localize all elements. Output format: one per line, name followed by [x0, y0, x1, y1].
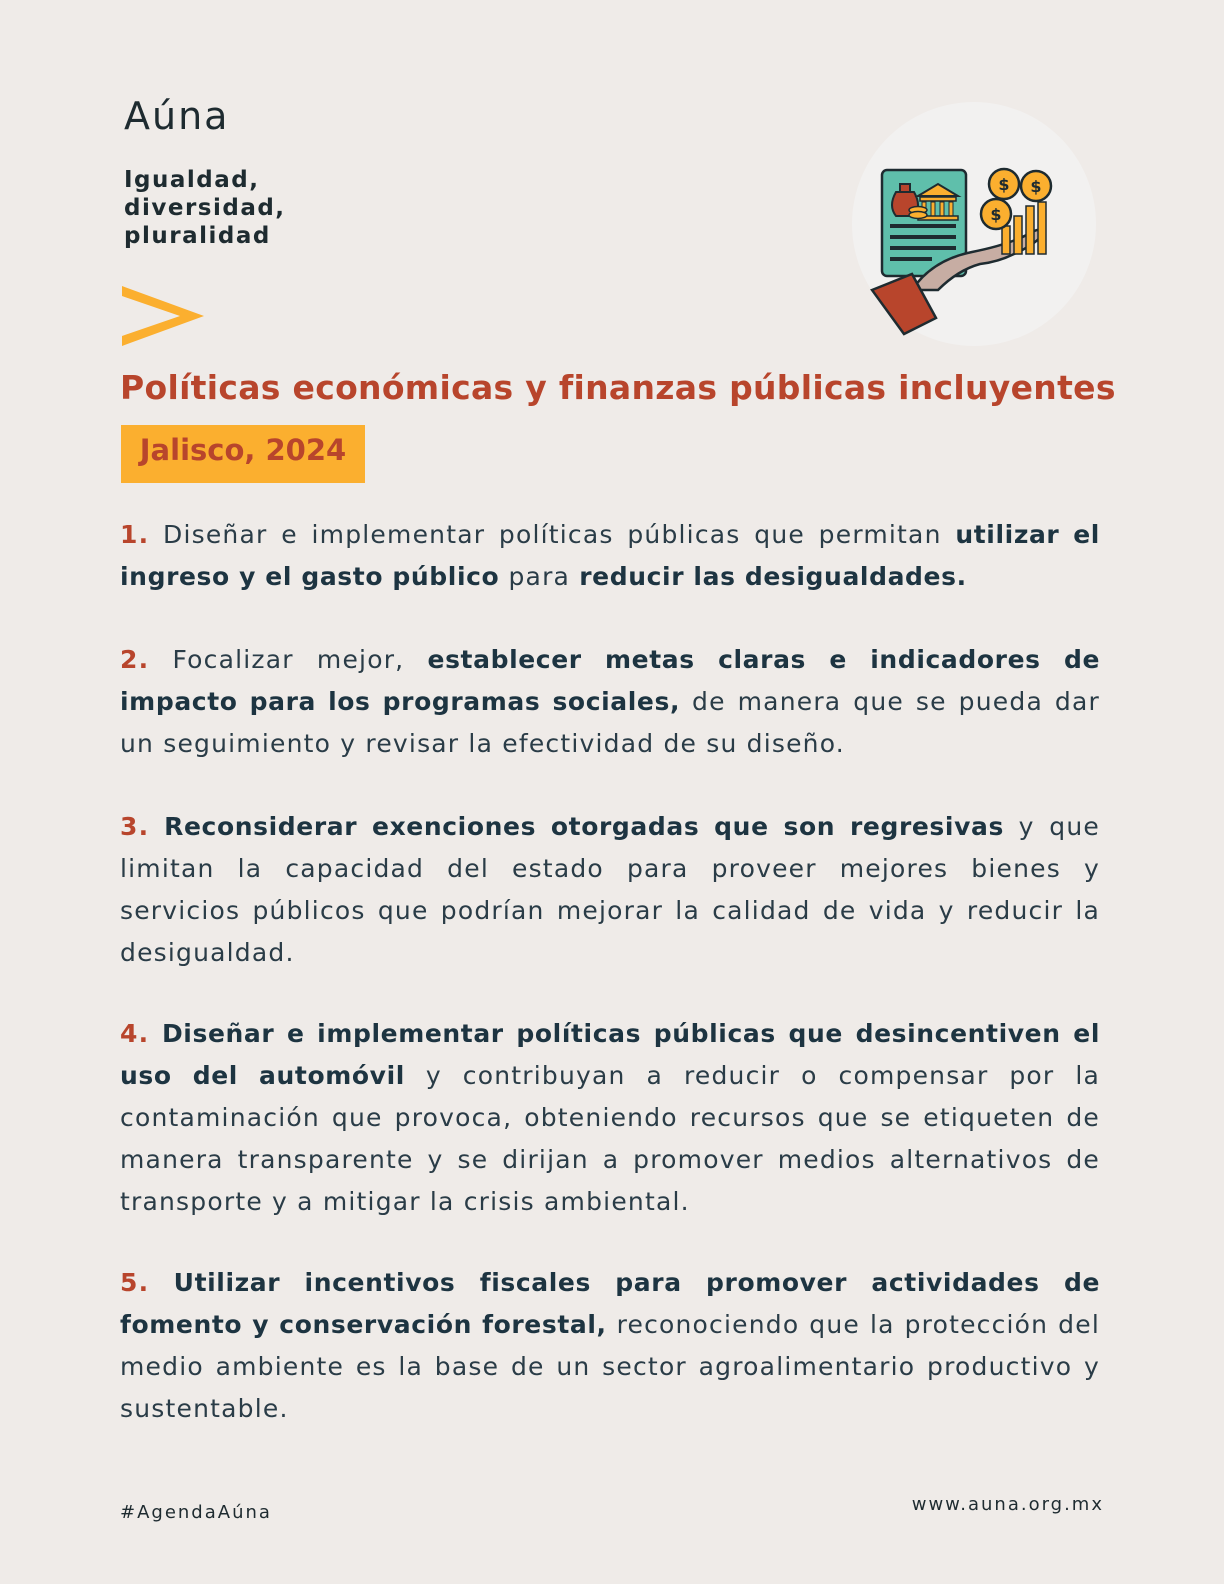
website-link[interactable]: www.auna.org.mx: [911, 1494, 1104, 1515]
logo: Aúna: [124, 94, 230, 138]
chevron-right-icon: [122, 286, 204, 346]
list-item: [120, 1013, 1100, 1223]
tagline: [124, 166, 286, 250]
item-text: y que limitan la capacidad del estado para proveer mejores bienes y servicios públicos que podrían mejorar la calidad de vida y reducir la desigualdad.: [120, 812, 1101, 967]
item-text-bold: establecer metas claras e indicadores de impacto para los programas sociales,: [120, 645, 1100, 716]
item-text: reconociendo que la protección del medio ambiente es la base de un sector agroalimentario productivo y sustentable.: [120, 1310, 1100, 1423]
finance-hand-illustration: [852, 100, 1096, 350]
item-number: 2.: [120, 645, 150, 674]
item-number: 3.: [120, 812, 150, 841]
svg-text:$: $: [990, 205, 1002, 224]
item-text: Diseñar e implementar políticas públicas que permitan: [149, 520, 956, 549]
item-text: para: [499, 562, 580, 591]
list-item: [120, 639, 1100, 765]
tagline-line: Igualdad,: [124, 167, 260, 193]
list-item: [120, 514, 1100, 598]
item-text: Focalizar mejor,: [149, 645, 428, 674]
page-title: Políticas económicas y finanzas públicas incluyentes: [120, 368, 1116, 407]
item-number: 4.: [120, 1019, 150, 1048]
item-text-bold: Reconsiderar exenciones otorgadas que son regresivas: [149, 812, 1004, 841]
tagline-line: pluralidad: [124, 223, 271, 249]
item-number: 5.: [120, 1268, 150, 1297]
page-subtitle-badge: Jalisco, 2024: [121, 425, 365, 483]
item-text: y contribuyan a reducir o compensar por la contaminación que provoca, obteniendo recursos que se etiqueten de manera transparente y se dirijan a promover medios alternativos de transporte y a mitigar la crisis ambiental.: [120, 1061, 1100, 1216]
item-text-bold: utilizar el ingreso y el gasto público: [120, 520, 1100, 591]
item-text-bold: Diseñar e implementar políticas públicas que desincentiven el uso del automóvil: [120, 1019, 1100, 1090]
tagline-line: diversidad,: [124, 195, 286, 221]
svg-text:$: $: [1030, 177, 1042, 196]
hashtag: #AgendaAúna: [120, 1502, 272, 1523]
item-text: de manera que se pueda dar un seguimiento y revisar la efectividad de su diseño.: [120, 687, 1100, 758]
list-item: [120, 1262, 1100, 1430]
item-text-bold: reducir las desigualdades.: [579, 562, 967, 591]
list-item: [120, 806, 1100, 974]
item-text-bold: Utilizar incentivos fiscales para promover actividades de fomento y conservación forestal,: [120, 1268, 1100, 1339]
item-number: 1.: [120, 520, 150, 549]
svg-text:$: $: [998, 175, 1010, 194]
